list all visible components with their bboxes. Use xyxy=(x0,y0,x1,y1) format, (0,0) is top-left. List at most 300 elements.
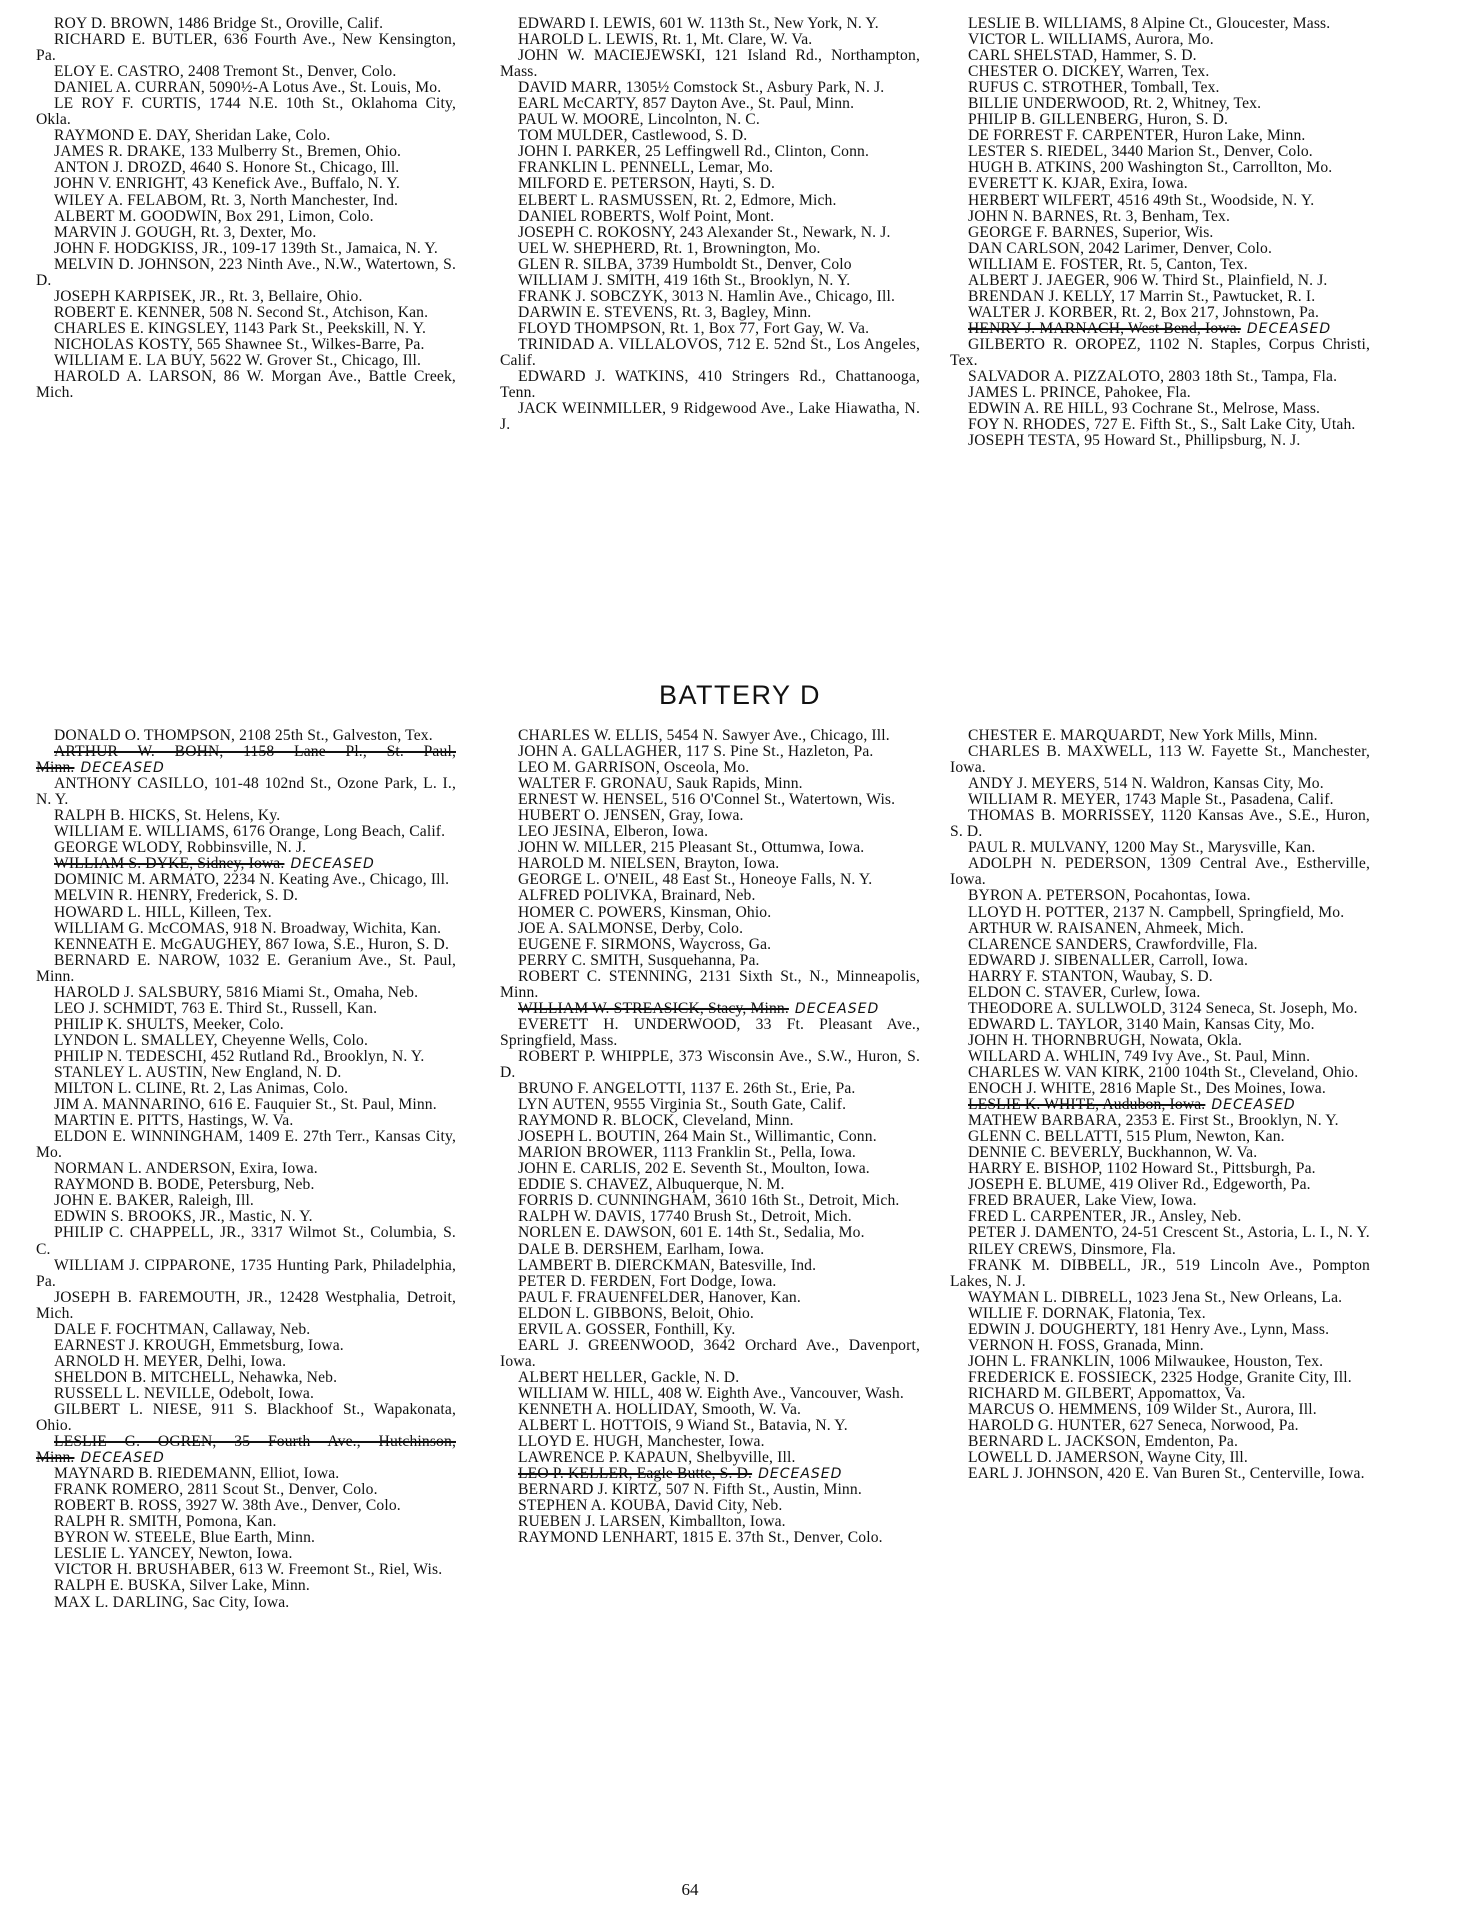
roster-entry xyxy=(500,289,920,305)
roster-entry xyxy=(500,1530,920,1546)
roster-entry xyxy=(950,176,1370,192)
entry-text: JOHN F. HODGKISS, JR., 109-17 139th St., Jamaica, N. Y. xyxy=(54,239,438,257)
roster-entry xyxy=(950,1338,1370,1354)
entry-text: HAROLD M. NIELSEN, Brayton, Iowa. xyxy=(518,855,780,873)
entry-text: PHILIP N. TEDESCHI, 452 Rutland Rd., Brooklyn, N. Y. xyxy=(54,1047,425,1065)
entry-text: HARRY E. BISHOP, 1102 Howard St., Pittsburgh, Pa. xyxy=(968,1160,1316,1178)
entry-text: MAX L. DARLING, Sac City, Iowa. xyxy=(54,1593,290,1611)
roster-entry xyxy=(950,1065,1370,1081)
roster-entry xyxy=(950,321,1370,337)
entry-text: THEODORE A. SULLWOLD, 3124 Seneca, St. Joseph, Mo. xyxy=(968,999,1358,1017)
roster-entry xyxy=(950,144,1370,160)
roster-entry xyxy=(36,808,456,824)
entry-text: EVERETT K. KJAR, Exira, Iowa. xyxy=(968,175,1188,193)
entry-text: WAYMAN L. DIBRELL, 1023 Jena St., New Orleans, La. xyxy=(968,1288,1343,1306)
roster-entry xyxy=(500,273,920,289)
entry-text: WILLIAM W. STREASICK, Stacy, Minn. xyxy=(518,999,789,1017)
entry-text: LEO J. SCHMIDT, 763 E. Third St., Russell, Kan. xyxy=(54,999,378,1017)
roster-entry xyxy=(500,1225,920,1241)
roster-entry xyxy=(36,1578,456,1594)
roster-entry xyxy=(500,32,920,48)
entry-text: NORLEN E. DAWSON, 601 E. 14th St., Sedalia, Mo. xyxy=(518,1224,865,1242)
entry-text: EARL McCARTY, 857 Dayton Ave., St. Paul, Minn. xyxy=(518,95,855,113)
entry-text: ALBERT L. HOTTOIS, 9 Wiand St., Batavia, N. Y. xyxy=(518,1417,848,1435)
entry-text: FREDERICK E. FOSSIECK, 2325 Hodge, Granite City, Ill. xyxy=(968,1368,1352,1386)
roster-entry xyxy=(500,401,920,433)
roster-entry xyxy=(950,953,1370,969)
entry-text: DAN CARLSON, 2042 Larimer, Denver, Colo. xyxy=(968,239,1273,257)
roster-entry xyxy=(36,937,456,953)
entry-text: GILBERTO R. OROPEZ, 1102 N. Staples, Corpus Christi, Tex. xyxy=(950,335,1370,369)
roster-entry xyxy=(36,321,456,337)
roster-entry xyxy=(36,1001,456,1017)
entry-text: JOHN H. THORNBRUGH, Nowata, Okla. xyxy=(968,1031,1243,1049)
entry-text: PAUL W. MOORE, Lincolnton, N. C. xyxy=(518,111,760,129)
roster-entry xyxy=(500,16,920,32)
roster-entry xyxy=(950,744,1370,776)
entry-text: BERNARD J. KIRTZ, 507 N. Fifth St., Austin, Minn. xyxy=(518,1481,862,1499)
entry-text: MARTIN E. PITTS, Hastings, W. Va. xyxy=(54,1112,294,1130)
entry-text: WILLIAM E. WILLIAMS, 6176 Orange, Long Beach, Calif. xyxy=(54,823,446,841)
entry-text: ROY D. BROWN, 1486 Bridge St., Oroville, Calif. xyxy=(54,15,384,32)
entry-text: FOY N. RHODES, 727 E. Fifth St., S., Salt Lake City, Utah. xyxy=(968,416,1356,434)
roster-entry xyxy=(500,872,920,888)
entry-text: MARCUS O. HEMMENS, 109 Wilder St., Aurora, Ill. xyxy=(968,1400,1317,1418)
entry-text: RAYMOND R. BLOCK, Cleveland, Minn. xyxy=(518,1112,794,1130)
entry-text: RAYMOND B. BODE, Petersburg, Neb. xyxy=(54,1176,315,1194)
entry-text: MARVIN J. GOUGH, Rt. 3, Dexter, Mo. xyxy=(54,223,317,241)
entry-text: JAMES R. DRAKE, 133 Mulberry St., Bremen, Ohio. xyxy=(54,143,402,161)
roster-entry xyxy=(950,433,1370,449)
entry-text: ANTHONY CASILLO, 101-48 102nd St., Ozone Park, L. I., N. Y. xyxy=(36,775,456,809)
roster-entry xyxy=(500,776,920,792)
roster-entry xyxy=(36,1322,456,1338)
roster-entry xyxy=(950,921,1370,937)
roster-entry xyxy=(36,1225,456,1257)
entry-text: MARION BROWER, 1113 Franklin St., Pella, Iowa. xyxy=(518,1144,856,1162)
roster-entry xyxy=(36,1338,456,1354)
entry-text: EDDIE S. CHAVEZ, Albuquerque, N. M. xyxy=(518,1176,785,1194)
roster-entry xyxy=(950,1386,1370,1402)
roster-entry xyxy=(500,953,920,969)
entry-text: DALE F. FOCHTMAN, Callaway, Neb. xyxy=(54,1320,311,1338)
entry-text: EDWARD I. LEWIS, 601 W. 113th St., New York, N. Y. xyxy=(518,15,879,32)
entry-text: PERRY C. SMITH, Susquehanna, Pa. xyxy=(518,951,760,969)
roster-entry xyxy=(950,1097,1370,1113)
roster-entry xyxy=(500,112,920,128)
entry-text: WILLIAM W. HILL, 408 W. Eighth Ave., Vancouver, Wash. xyxy=(518,1384,904,1402)
entry-text: ELBERT L. RASMUSSEN, Rt. 2, Edmore, Mich. xyxy=(518,191,837,209)
roster-entry xyxy=(36,1065,456,1081)
entry-text: CARL SHELSTAD, Hammer, S. D. xyxy=(968,47,1197,65)
roster-entry xyxy=(950,1370,1370,1386)
entry-text: LEO M. GARRISON, Osceola, Mo. xyxy=(518,759,750,777)
roster-entry xyxy=(500,193,920,209)
entry-text: HAROLD A. LARSON, 86 W. Morgan Ave., Battle Creek, Mich. xyxy=(36,368,456,402)
entry-text: ANTON J. DROZD, 4640 S. Honore St., Chicago, Ill. xyxy=(54,159,400,177)
roster-entry xyxy=(36,257,456,289)
roster-entry xyxy=(500,1274,920,1290)
entry-text: HUBERT O. JENSEN, Gray, Iowa. xyxy=(518,807,744,825)
entry-text: HAROLD J. SALSBURY, 5816 Miami St., Omaha, Neb. xyxy=(54,983,419,1001)
entry-text: WILLIAM G. McCOMAS, 918 N. Broadway, Wichita, Kan. xyxy=(54,919,442,937)
entry-text: EDWARD J. WATKINS, 410 Stringers Rd., Chattanooga, Tenn. xyxy=(500,368,920,402)
roster-entry xyxy=(500,1097,920,1113)
roster-entry xyxy=(500,160,920,176)
entry-text: ALBERT HELLER, Gackle, N. D. xyxy=(518,1368,740,1386)
entry-text: LYNDON L. SMALLEY, Cheyenne Wells, Colo. xyxy=(54,1031,369,1049)
entry-text: WILLIAM E. FOSTER, Rt. 5, Canton, Tex. xyxy=(968,255,1248,273)
entry-text: ELDON E. WINNINGHAM, 1409 E. 27th Terr., Kansas City, Mo. xyxy=(36,1128,456,1162)
roster-entry xyxy=(950,1081,1370,1097)
roster-entry xyxy=(950,856,1370,888)
entry-text: LESLIE K. WHITE, Audubon, Iowa. xyxy=(968,1096,1206,1114)
entry-text: JAMES L. PRINCE, Pahokee, Fla. xyxy=(968,384,1191,402)
roster-entry xyxy=(36,32,456,64)
entry-text: LESLIE B. WILLIAMS, 8 Alpine Ct., Gloucester, Mass. xyxy=(968,15,1331,32)
roster-entry xyxy=(950,1258,1370,1290)
entry-text: FRED L. CARPENTER, JR., Ansley, Neb. xyxy=(968,1208,1242,1226)
entry-text: JACK WEINMILLER, 9 Ridgewood Ave., Lake Hiawatha, N. J. xyxy=(500,400,920,434)
entry-text: HUGH B. ATKINS, 200 Washington St., Carrollton, Mo. xyxy=(968,159,1333,177)
entry-text: BRUNO F. ANGELOTTI, 1137 E. 26th St., Erie, Pa. xyxy=(518,1080,856,1098)
entry-text: CHESTER O. DICKEY, Warren, Tex. xyxy=(968,63,1210,81)
entry-text: JOHN E. CARLIS, 202 E. Seventh St., Moulton, Iowa. xyxy=(518,1160,870,1178)
deceased-annotation: DECEASED xyxy=(758,1466,843,1483)
entry-text: BYRON A. PETERSON, Pocahontas, Iowa. xyxy=(968,887,1251,905)
entry-text: JOSEPH KARPISEK, JR., Rt. 3, Bellaire, Ohio. xyxy=(54,287,363,305)
roster-entry xyxy=(950,1402,1370,1418)
roster-entry xyxy=(36,1386,456,1402)
entry-text: MILTON L. CLINE, Rt. 2, Las Animas, Colo. xyxy=(54,1080,349,1098)
roster-entry xyxy=(36,1402,456,1434)
roster-entry xyxy=(500,728,920,744)
entry-text: EUGENE F. SIRMONS, Waycross, Ga. xyxy=(518,935,772,953)
roster-entry xyxy=(500,257,920,273)
roster-entry xyxy=(500,1466,920,1482)
roster-entry xyxy=(950,1177,1370,1193)
roster-entry xyxy=(36,1097,456,1113)
entry-text: DENNIE C. BEVERLY, Buckhannon, W. Va. xyxy=(968,1144,1258,1162)
roster-entry xyxy=(500,1161,920,1177)
roster-entry xyxy=(950,1129,1370,1145)
entry-text: STEPHEN A. KOUBA, David City, Neb. xyxy=(518,1497,783,1515)
entry-text: ERNEST W. HENSEL, 516 O'Connel St., Watertown, Wis. xyxy=(518,791,896,809)
entry-text: FRANK M. DIBBELL, JR., 519 Lincoln Ave., Pompton Lakes, N. J. xyxy=(950,1256,1370,1290)
roster-entry xyxy=(950,305,1370,321)
roster-entry xyxy=(950,1290,1370,1306)
roster-entry xyxy=(36,1081,456,1097)
entry-text: ELDON C. STAVER, Curlew, Iowa. xyxy=(968,983,1201,1001)
entry-text: VERNON H. FOSS, Granada, Minn. xyxy=(968,1336,1204,1354)
entry-text: LAWRENCE P. KAPAUN, Shelbyville, Ill. xyxy=(518,1449,796,1467)
entry-text: LESLIE L. YANCEY, Newton, Iowa. xyxy=(54,1545,293,1563)
roster-entry xyxy=(500,144,920,160)
entry-text: ANDY J. MEYERS, 514 N. Waldron, Kansas City, Mo. xyxy=(968,775,1324,793)
page-number: 64 xyxy=(681,1880,699,1899)
entry-text: ARNOLD H. MEYER, Delhi, Iowa. xyxy=(54,1352,287,1370)
entry-text: TRINIDAD A. VILLALOVOS, 712 E. 52nd St., Los Angeles, Calif. xyxy=(500,335,920,369)
entry-text: FRED BRAUER, Lake View, Iowa. xyxy=(968,1192,1197,1210)
entry-text: NORMAN L. ANDERSON, Exira, Iowa. xyxy=(54,1160,318,1178)
roster-entry xyxy=(36,1595,456,1611)
entry-text: JOE A. SALMONSE, Derby, Colo. xyxy=(518,919,744,937)
roster-entry xyxy=(500,96,920,112)
roster-entry xyxy=(950,96,1370,112)
entry-text: WILLIAM J. SMITH, 419 16th St., Brooklyn, N. Y. xyxy=(518,271,851,289)
roster-entry xyxy=(950,776,1370,792)
entry-text: LAMBERT B. DIERCKMAN, Batesville, Ind. xyxy=(518,1256,817,1274)
entry-text: LYN AUTEN, 9555 Virginia St., South Gate, Calif. xyxy=(518,1096,847,1114)
entry-text: MATHEW BARBARA, 2353 E. First St., Brooklyn, N. Y. xyxy=(968,1112,1339,1130)
roster-entry xyxy=(36,80,456,96)
roster-entry xyxy=(500,80,920,96)
roster-entry xyxy=(36,1049,456,1065)
roster-entry xyxy=(36,353,456,369)
roster-entry xyxy=(36,1434,456,1466)
entry-text: ROBERT B. ROSS, 3927 W. 38th Ave., Denver, Colo. xyxy=(54,1497,401,1515)
roster-entry xyxy=(500,905,920,921)
roster-entry xyxy=(500,1129,920,1145)
roster-entry xyxy=(36,64,456,80)
entry-text: BYRON W. STEELE, Blue Earth, Minn. xyxy=(54,1529,316,1547)
entry-text: HAROLD L. LEWIS, Rt. 1, Mt. Clare, W. Va. xyxy=(518,31,813,49)
roster-entry xyxy=(500,1145,920,1161)
roster-entry xyxy=(950,128,1370,144)
roster-entry xyxy=(950,1209,1370,1225)
entry-text: MILFORD E. PETERSON, Hayti, S. D. xyxy=(518,175,776,193)
entry-text: KENNEATH E. McGAUGHEY, 867 Iowa, S.E., Huron, S. D. xyxy=(54,935,450,953)
roster-entry xyxy=(950,840,1370,856)
entry-text: GEORGE WLODY, Robbinsville, N. J. xyxy=(54,839,307,857)
roster-entry xyxy=(500,1081,920,1097)
entry-text: MAYNARD B. RIEDEMANN, Elliot, Iowa. xyxy=(54,1465,340,1483)
entry-text: SALVADOR A. PIZZALOTO, 2803 18th St., Tampa, Fla. xyxy=(968,368,1338,386)
entry-text: GILBERT L. NIESE, 911 S. Blackhoof St., Wapakonata, Ohio. xyxy=(36,1400,456,1435)
entry-text: MELVIN R. HENRY, Frederick, S. D. xyxy=(54,887,299,905)
roster-entry xyxy=(36,985,456,1001)
roster-entry xyxy=(500,921,920,937)
roster-entry xyxy=(950,1001,1370,1017)
entry-text: LOWELL D. JAMERSON, Wayne City, Ill. xyxy=(968,1449,1248,1467)
entry-text: EARL J. JOHNSON, 420 E. Van Buren St., Centerville, Iowa. xyxy=(968,1465,1365,1483)
roster-entry xyxy=(36,1258,456,1290)
roster-entry xyxy=(950,1418,1370,1434)
roster-entry xyxy=(36,744,456,776)
roster-entry xyxy=(950,241,1370,257)
roster-entry xyxy=(500,1306,920,1322)
entry-text: LEO P. KELLER, Eagle Butte, S. D. xyxy=(518,1465,753,1483)
roster-entry xyxy=(950,257,1370,273)
entry-text: STANLEY L. AUSTIN, New England, N. D. xyxy=(54,1063,342,1081)
roster-entry xyxy=(500,321,920,337)
entry-text: BERNARD E. NAROW, 1032 E. Geranium Ave., St. Paul, Minn. xyxy=(36,951,456,985)
roster-entry xyxy=(36,1562,456,1578)
entry-text: ALBERT J. JAEGER, 906 W. Third St., Plainfield, N. J. xyxy=(968,271,1328,289)
roster-entry xyxy=(500,1017,920,1049)
entry-text: THOMAS B. MORRISSEY, 1120 Kansas Ave., S.E., Huron, S. D. xyxy=(950,807,1370,841)
entry-text: BERNARD L. JACKSON, Emdenton, Pa. xyxy=(968,1433,1239,1451)
roster-entry xyxy=(36,337,456,353)
lower-column-2 xyxy=(500,728,920,1546)
roster-entry xyxy=(36,728,456,744)
roster-entry xyxy=(950,888,1370,904)
entry-text: VICTOR L. WILLIAMS, Aurora, Mo. xyxy=(968,31,1214,49)
roster-entry xyxy=(950,1161,1370,1177)
roster-entry xyxy=(36,1466,456,1482)
entry-text: LLOYD H. POTTER, 2137 N. Campbell, Springfield, Mo. xyxy=(968,903,1345,921)
entry-text: GLENN C. BELLATTI, 515 Plum, Newton, Kan. xyxy=(968,1128,1285,1146)
entry-text: WILLIAM J. CIPPARONE, 1735 Hunting Park, Philadelphia, Pa. xyxy=(36,1256,456,1290)
entry-text: PAUL R. MULVANY, 1200 May St., Marysville, Kan. xyxy=(968,839,1316,857)
entry-text: CLARENCE SANDERS, Crawfordville, Fla. xyxy=(968,935,1258,953)
roster-entry xyxy=(36,193,456,209)
entry-text: CHARLES W. ELLIS, 5454 N. Sawyer Ave., Chicago, Ill. xyxy=(518,727,890,744)
entry-text: SHELDON B. MITCHELL, Nehawka, Neb. xyxy=(54,1368,338,1386)
entry-text: FRANKLIN L. PENNELL, Lemar, Mo. xyxy=(518,159,774,177)
roster-entry xyxy=(36,96,456,128)
entry-text: EDWIN J. DOUGHERTY, 181 Henry Ave., Lynn, Mass. xyxy=(968,1320,1330,1338)
roster-entry xyxy=(950,1225,1370,1241)
roster-entry xyxy=(36,176,456,192)
roster-entry xyxy=(500,305,920,321)
entry-text: RALPH B. HICKS, St. Helens, Ky. xyxy=(54,807,281,825)
roster-entry xyxy=(950,1017,1370,1033)
roster-entry xyxy=(36,953,456,985)
roster-entry xyxy=(950,1434,1370,1450)
roster-entry xyxy=(950,792,1370,808)
entry-text: LESLIE G. OGREN, 35 Fourth Ave., Hutchinson, Minn. xyxy=(36,1433,456,1467)
roster-entry xyxy=(500,369,920,401)
roster-entry xyxy=(950,728,1370,744)
roster-entry xyxy=(950,273,1370,289)
entry-text: ENOCH J. WHITE, 2816 Maple St., Des Moines, Iowa. xyxy=(968,1080,1326,1098)
roster-entry xyxy=(36,840,456,856)
roster-entry xyxy=(36,1209,456,1225)
roster-entry xyxy=(950,80,1370,96)
entry-text: JOHN E. BAKER, Raleigh, Ill. xyxy=(54,1192,254,1210)
roster-entry xyxy=(36,888,456,904)
entry-text: ARTHUR W. BOHN, 1158 Lane Pl., St. Paul, Minn. xyxy=(36,743,456,777)
roster-entry xyxy=(500,1514,920,1530)
entry-text: HARRY F. STANTON, Waubay, S. D. xyxy=(968,967,1213,985)
roster-entry xyxy=(36,1498,456,1514)
entry-text: WILLARD A. WHLIN, 749 Ivy Ave., St. Paul, Minn. xyxy=(968,1047,1311,1065)
entry-text: VICTOR H. BRUSHABER, 613 W. Freemont St., Riel, Wis. xyxy=(54,1561,443,1579)
roster-entry xyxy=(950,1145,1370,1161)
entry-text: WILLIE F. DORNAK, Flatonia, Tex. xyxy=(968,1304,1206,1322)
roster-entry xyxy=(36,1177,456,1193)
entry-text: WALTER F. GRONAU, Sauk Rapids, Minn. xyxy=(518,775,803,793)
deceased-annotation: DECEASED xyxy=(80,760,165,777)
entry-text: NICHOLAS KOSTY, 565 Shawnee St., Wilkes-Barre, Pa. xyxy=(54,335,425,353)
roster-entry xyxy=(500,1386,920,1402)
roster-entry xyxy=(950,385,1370,401)
roster-entry xyxy=(500,1498,920,1514)
roster-entry xyxy=(950,160,1370,176)
roster-entry xyxy=(950,937,1370,953)
entry-text: JOHN V. ENRIGHT, 43 Kenefick Ave., Buffalo, N. Y. xyxy=(54,175,400,193)
entry-text: KENNETH A. HOLLIDAY, Smooth, W. Va. xyxy=(518,1400,802,1418)
entry-text: ARTHUR W. RAISANEN, Ahmeek, Mich. xyxy=(968,919,1245,937)
entry-text: RAYMOND E. DAY, Sheridan Lake, Colo. xyxy=(54,127,331,145)
roster-entry xyxy=(500,1209,920,1225)
entry-text: LLOYD E. HUGH, Manchester, Iowa. xyxy=(518,1433,765,1451)
entry-text: EDWIN A. RE HILL, 93 Cochrane St., Melrose, Mass. xyxy=(968,400,1321,418)
entry-text: LESTER S. RIEDEL, 3440 Marion St., Denver, Colo. xyxy=(968,143,1313,161)
lower-column-3 xyxy=(950,728,1370,1482)
entry-text: DONALD O. THOMPSON, 2108 25th St., Galveston, Tex. xyxy=(54,727,433,744)
entry-text: JOSEPH B. FAREMOUTH, JR., 12428 Westphalia, Detroit, Mich. xyxy=(36,1288,456,1322)
entry-text: DANIEL ROBERTS, Wolf Point, Mont. xyxy=(518,207,775,225)
entry-text: RAYMOND LENHART, 1815 E. 37th St., Denver, Colo. xyxy=(518,1529,883,1547)
roster-entry xyxy=(500,225,920,241)
roster-entry xyxy=(500,744,920,760)
entry-text: ADOLPH N. PEDERSON, 1309 Central Ave., Estherville, Iowa. xyxy=(950,855,1370,889)
entry-text: EARL J. GREENWOOD, 3642 Orchard Ave., Davenport, Iowa. xyxy=(500,1336,920,1370)
entry-text: JOHN W. MILLER, 215 Pleasant St., Ottumwa, Iowa. xyxy=(518,839,865,857)
entry-text: FORRIS D. CUNNINGHAM, 3610 16th St., Detroit, Mich. xyxy=(518,1192,900,1210)
roster-entry xyxy=(950,1306,1370,1322)
roster-entry xyxy=(36,1290,456,1322)
entry-text: WILLIAM S. DYKE, Sidney, Iowa. xyxy=(54,855,285,873)
roster-entry xyxy=(500,1242,920,1258)
entry-text: JOSEPH E. BLUME, 419 Oliver Rd., Edgeworth, Pa. xyxy=(968,1176,1311,1194)
entry-text: DOMINIC M. ARMATO, 2234 N. Keating Ave., Chicago, Ill. xyxy=(54,871,450,889)
roster-entry xyxy=(500,1049,920,1081)
entry-text: JOHN L. FRANKLIN, 1006 Milwaukee, Houston, Tex. xyxy=(968,1352,1324,1370)
roster-entry xyxy=(500,1482,920,1498)
entry-text: LE ROY F. CURTIS, 1744 N.E. 10th St., Oklahoma City, Okla. xyxy=(36,95,456,129)
roster-entry xyxy=(500,48,920,80)
roster-entry xyxy=(500,337,920,369)
roster-entry xyxy=(36,1113,456,1129)
roster-entry xyxy=(500,209,920,225)
entry-text: PHILIP B. GILLENBERG, Huron, S. D. xyxy=(968,111,1229,129)
entry-text: EDWARD J. SIBENALLER, Carroll, Iowa. xyxy=(968,951,1248,969)
roster-entry xyxy=(36,1033,456,1049)
entry-text: JOSEPH L. BOUTIN, 264 Main St., Willimantic, Conn. xyxy=(518,1128,877,1146)
entry-text: GEORGE F. BARNES, Superior, Wis. xyxy=(968,223,1214,241)
roster-entry xyxy=(36,289,456,305)
entry-text: UEL W. SHEPHERD, Rt. 1, Browningt​on, Mo. xyxy=(518,239,821,257)
entry-text: GLEN R. SILBA, 3739 Humboldt St., Denver, Colo xyxy=(518,255,852,273)
upper-column-1 xyxy=(36,16,456,401)
entry-text: JOHN W. MACIEJEWSKI, 121 Island Rd., Northampton, Mass. xyxy=(500,47,920,81)
roster-entry xyxy=(36,856,456,872)
deceased-annotation: DECEASED xyxy=(1246,320,1332,337)
roster-entry xyxy=(500,840,920,856)
roster-entry xyxy=(36,241,456,257)
entry-text: RALPH R. SMITH, Pomona, Kan. xyxy=(54,1513,277,1531)
roster-entry xyxy=(36,921,456,937)
entry-text: BRENDAN J. KELLY, 17 Marrin St., Pawtucket, R. I. xyxy=(968,287,1316,305)
deceased-annotation: DECEASED xyxy=(80,1450,165,1467)
entry-text: JOSEPH C. ROKOSNY, 243 Alexander St., Newark, N. J. xyxy=(518,223,891,241)
roster-entry xyxy=(950,1049,1370,1065)
roster-entry xyxy=(36,128,456,144)
roster-entry xyxy=(500,1113,920,1129)
roster-entry xyxy=(36,776,456,808)
roster-entry xyxy=(500,824,920,840)
entry-text: RICHARD M. GILBERT, Appomattox, Va. xyxy=(968,1384,1246,1402)
roster-entry xyxy=(950,905,1370,921)
roster-entry xyxy=(500,1290,920,1306)
roster-entry xyxy=(500,1338,920,1370)
entry-text: RALPH W. DAVIS, 17740 Brush St., Detroit, Mich. xyxy=(518,1208,852,1226)
entry-text: CHARLES E. KINGSLEY, 1143 Park St., Peekskill, N. Y. xyxy=(54,319,427,337)
roster-entry xyxy=(500,937,920,953)
